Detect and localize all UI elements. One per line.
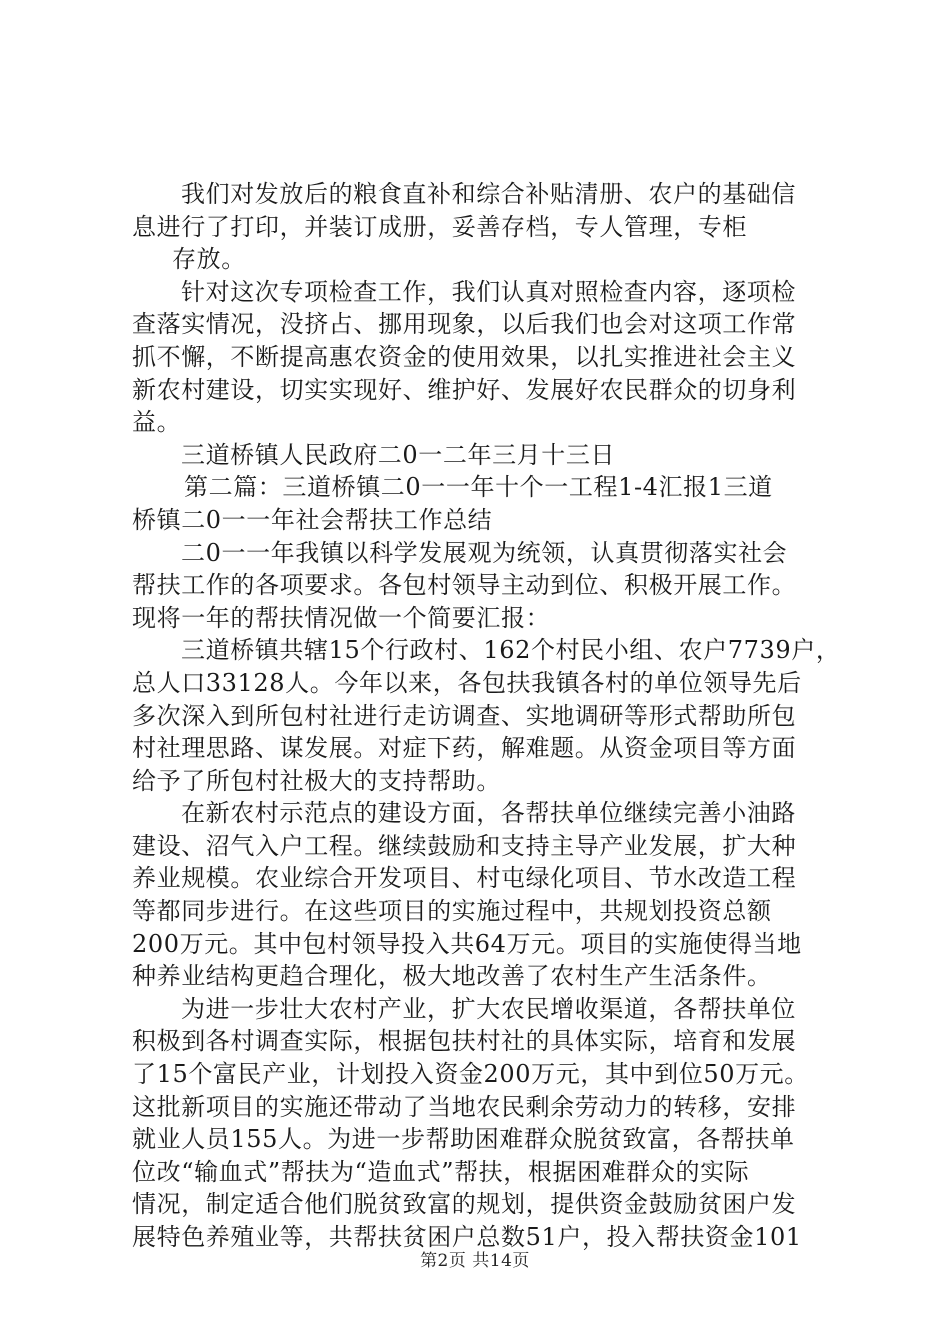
text-line: 给予了所包村社极大的支持帮助。 — [132, 766, 501, 795]
text-line: 了15个富民产业，计划投入资金200万元，其中到位50万元。 — [132, 1060, 809, 1089]
text-line: 在新农村示范点的建设方面，各帮扶单位继续完善小油路 — [181, 799, 796, 828]
text-line: 村社理思路、谋发展。对症下药，解难题。从资金项目等方面 — [132, 734, 797, 763]
text-line: 建设、沼气入户工程。继续鼓励和支持主导产业发展，扩大种 — [132, 831, 797, 860]
text-line: 多次深入到所包村社进行走访调查、实地调研等形式帮助所包 — [132, 701, 797, 730]
text-line: 三道桥镇人民政府二0一二年三月十三日 — [181, 440, 616, 469]
text-line: 二0一一年我镇以科学发展观为统领，认真贯彻落实社会 — [181, 538, 788, 567]
text-line: 我们对发放后的粮食直补和综合补贴清册、农户的基础信 — [181, 180, 796, 208]
text-line: 查落实情况，没挤占、挪用现象，以后我们也会对这项工作常 — [132, 310, 797, 339]
text-line: 积极到各村调查实际，根据包扶村社的具体实际，培育和发展 — [132, 1027, 797, 1056]
text-line: 就业人员155人。为进一步帮助困难群众脱贫致富，各帮扶单 — [132, 1125, 795, 1154]
text-line: 三道桥镇共辖15个行政村、162个村民小组、农户7739户， — [181, 636, 841, 665]
text-line: 存放。 — [172, 245, 246, 274]
section-heading: 桥镇二0一一年社会帮扶工作总结 — [132, 505, 493, 534]
section-heading: 第二篇：三道桥镇二0一一年十个一工程1-4汇报1三道 — [184, 473, 773, 502]
text-line: 等都同步进行。在这些项目的实施过程中，共规划投资总额 — [132, 897, 772, 926]
text-line: 情况，制定适合他们脱贫致富的规划，提供资金鼓励贫困户发 — [132, 1190, 797, 1219]
page-number-footer: 第2页 共14页 — [420, 1251, 530, 1271]
body-text — [132, 178, 852, 1254]
text-line: 总人口33128人。今年以来，各包扶我镇各村的单位领导先后 — [132, 668, 802, 697]
text-line: 帮扶工作的各项要求。各包村领导主动到位、积极开展工作。 — [132, 571, 797, 600]
text-line: 息进行了打印，并装订成册，妥善存档，专人管理，专柜 — [132, 212, 747, 241]
text-line: 这批新项目的实施还带动了当地农民剩余劳动力的转移，安排 — [132, 1092, 797, 1121]
text-line: 抓不懈，不断提高惠农资金的使用效果，以扎实推进社会主义 — [132, 342, 797, 371]
text-line: 新农村建设，切实实现好、维护好、发展好农民群众的切身利 — [132, 375, 797, 404]
text-line: 现将一年的帮扶情况做一个简要汇报： — [132, 603, 551, 632]
text-line: 为进一步壮大农村产业，扩大农民增收渠道，各帮扶单位 — [181, 994, 796, 1023]
text-line: 针对这次专项检查工作，我们认真对照检查内容，逐项检 — [181, 277, 796, 306]
text-line: 200万元。其中包村领导投入共64万元。项目的实施使得当地 — [132, 929, 802, 958]
text-line: 益。 — [132, 408, 182, 437]
text-line: 展特色养殖业等，共帮扶贫困户总数51户，投入帮扶资金101 — [132, 1223, 802, 1251]
text-line: 种养业结构更趋合理化，极大地改善了农村生产生活条件。 — [132, 962, 772, 991]
text-line: 位改“输血式”帮扶为“造血式”帮扶，根据困难群众的实际 — [132, 1157, 750, 1186]
text-line: 养业规模。农业综合开发项目、村屯绿化项目、节水改造工程 — [132, 864, 797, 893]
